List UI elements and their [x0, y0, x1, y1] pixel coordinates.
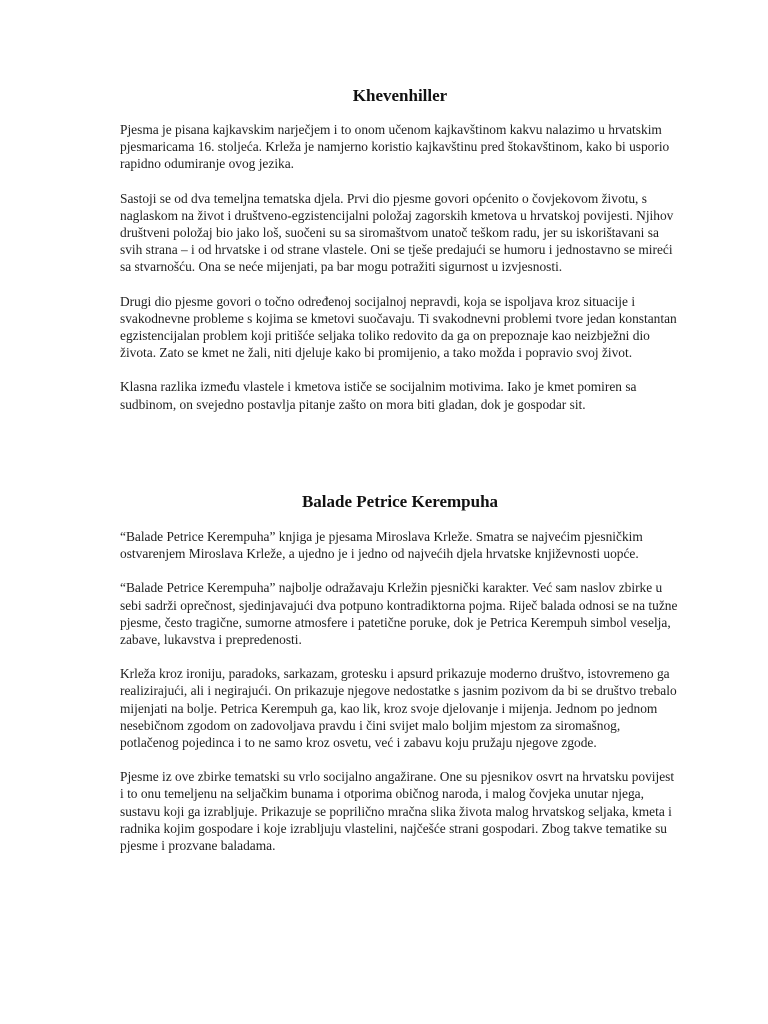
paragraph: Krleža kroz ironiju, paradoks, sarkazam, grotesku i apsurd prikazuje moderno društvo, istovremeno ga realizirajući, ali i negirajući. On prikazuje njegove nedostatke s jasnim pozivom da bi se društvo trebalo mijenjati na bolje. Petrica Kerempuh ga, kao lik, kroz svoje djelovanje i mijenja. Jednom po jednom nesebičnom zgodom on zadovoljava pravdu i čini svijet malo boljim mjestom za siromašnog, potlačenog pojedinca i to ne samo kroz osvetu, već i zabavu koju pružaju njegove zgode.	[120, 666, 677, 751]
paragraph: Pjesme iz ove zbirke tematski su vrlo socijalno angažirane. One su pjesnikov osvrt na hrvatsku povijest i to onu temeljenu na seljačkim bunama i otporima običnog naroda, i malog čovjeka unutar njega, sustavu koji ga izrabljuje. Prikazuje se poprilično mračna slika života malog hrvatskog seljaka, kmeta i radnika kojim gospodare i koje izrabljuju vlastelini, najčešće strani gospodari. Zbog takve tematike su pjesme i prozvane baladama.	[120, 769, 675, 854]
paragraph: Sastoji se od dva temeljna tematska djela. Prvi dio pjesme govori općenito o čovjekovom životu, s naglaskom na život i društveno-egzistencijalni položaj zagorskih kmetova u hrvatskoj povijesti. Njihov društveni položaj bio jako loš, suočeni su sa siromaštvom unatoč teškom radu, jer su iskorištavani sa svih strana – i od hrvatske i od strane vlastele. Oni se tješe predajući se humoru i jednostavno se mireći sa stvarnošću. Ona se neće mijenjati, pa bar mogu potražiti sigurnost u izvjesnosti.	[120, 190, 674, 275]
paragraph: “Balade Petrice Kerempuha” najbolje odražavaju Krležin pjesnički karakter. Već sam naslov zbirke u sebi sadrži oprečnost, sjedinjavajući dva potpuno kontradiktorna pojma. Riječ balada odnosi se na tužne pjesme, često tragične, sumorne atmosfere i patetične poruke, dok je Petrica Kerempuh simbol veselja, zabave, lukavstva i prepredenosti.	[120, 580, 678, 648]
paragraph: Klasna razlika između vlastele i kmetova ističe se socijalnim motivima. Iako je kmet pomiren sa sudbinom, on svejedno postavlja pitanje zašto on mora biti gladan, dok je gospodar sit.	[120, 379, 637, 412]
paragraph: “Balade Petrice Kerempuha” knjiga je pjesama Miroslava Krleže. Smatra se najvećim pjesničkim ostvarenjem Miroslava Krleže, a ujedno je i jedno od najvećih djela hrvatske književnosti uopće.	[120, 529, 643, 562]
paragraph: Drugi dio pjesme govori o točno određenoj socijalnoj nepravdi, koja se ispoljava kroz situacije i svakodnevne probleme s kojima se kmetovi suočavaju. Ti svakodnevni problemi tvore jedan konstantan egzistencijalan problem koji pritišće seljaka toliko redovito da ga on prepoznaje kao neizbježni dio života. Zato se kmet ne žali, niti djeluje kako bi promijenio, a tako možda i popravio svoj život.	[120, 293, 677, 361]
paragraph: Pjesma je pisana kajkavskim narječjem i to onom učenom kajkavštinom kakvu nalazimo u hrvatskim pjesmaricama 16. stoljeća. Krleža je namjerno koristio kajkavštinu pred štokavštinom, kako bi usporio rapidno odumiranje ovog jezika.	[120, 122, 670, 172]
section-body-balade	[120, 528, 680, 871]
section-body-khevenhiller	[120, 121, 680, 430]
section-title-khevenhiller: Khevenhiller	[352, 86, 448, 105]
section-title-balade: Balade Petrice Kerempuha	[301, 492, 499, 511]
